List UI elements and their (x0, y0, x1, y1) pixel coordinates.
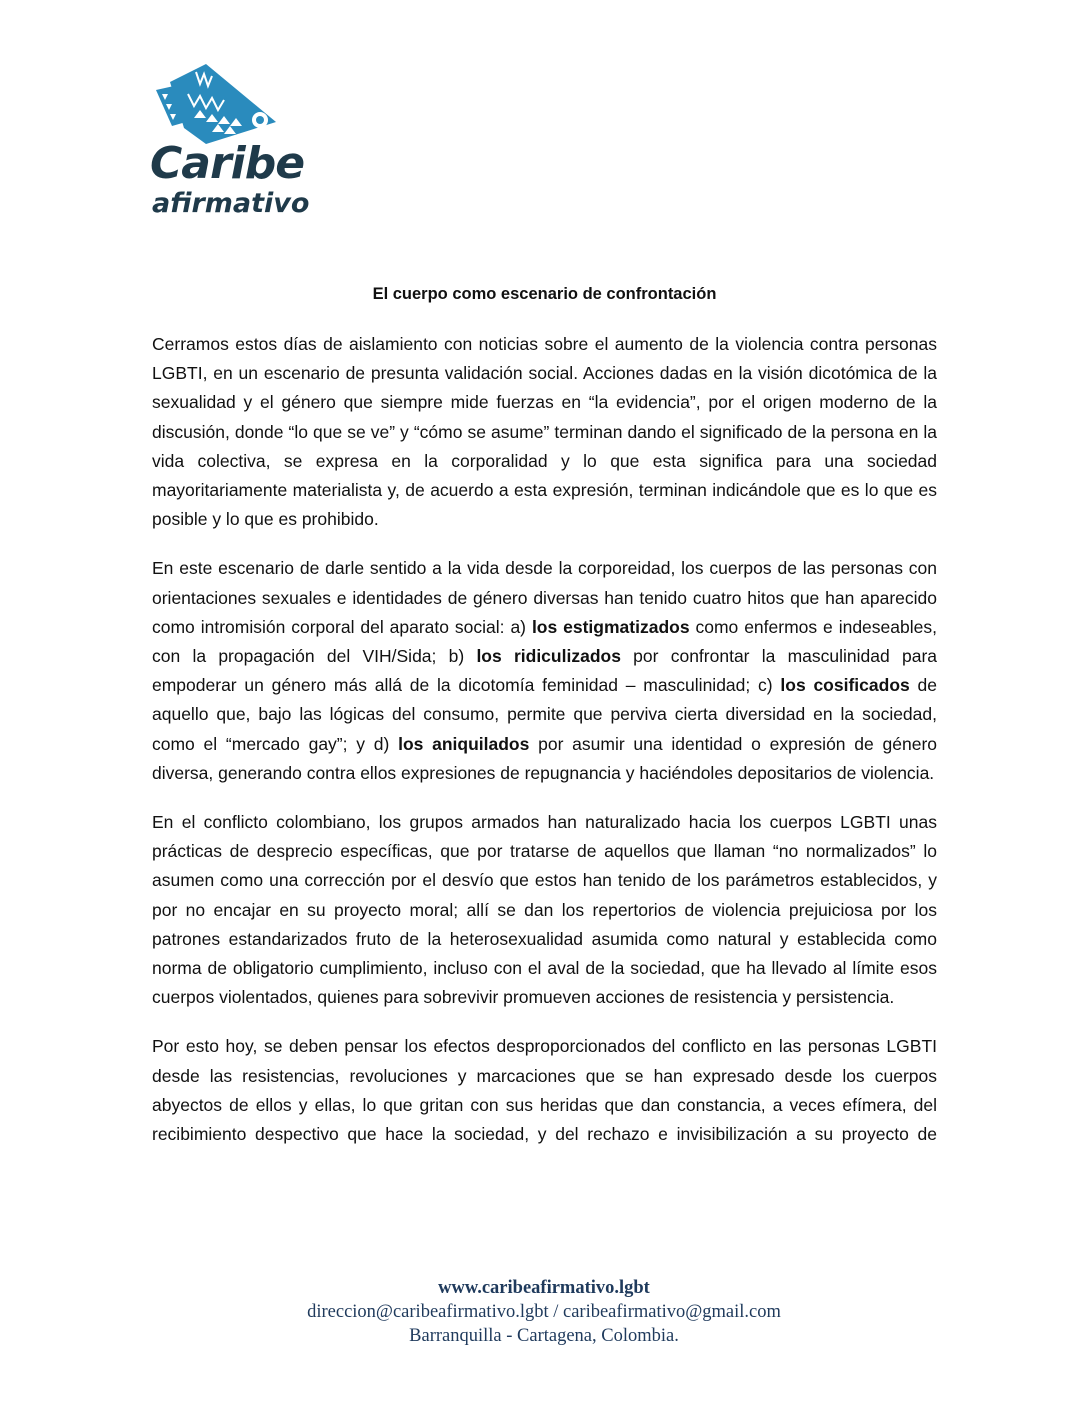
paragraph-1: Cerramos estos días de aislamiento con noticias sobre el aumento de la violencia contra personas LGBTI, en un escenario de presunta validación social. Acciones dadas en la visión dicotómica de la sexualidad y el género que siempre mide fuerzas en “la evidencia”, por el origen moderno de la discusión, donde “lo que se ve” y “cómo se asume” terminan dando el significado de la persona en la vida colectiva, se expresa en la corporalidad y lo que esta significa para una sociedad mayoritariamente materialista y, de acuerdo a esta expresión, terminan indicándole que es lo que es posible y lo que es prohibido. (152, 334, 937, 530)
paragraph-4: Por esto hoy, se deben pensar los efectos desproporcionados del conflicto en las personas LGBTI desde las resistencias, revoluciones y marcaciones que se han expresado desde los cuerpos abyectos de ellos y ellas, lo que gritan con sus heridas que dan constancia, a veces efímera, del recibimiento despectivo que hace la sociedad, y del rechazo e invisibilización a su proyecto de (152, 1036, 937, 1145)
footer-emails: direccion@caribeafirmativo.lgbt / caribeafirmativo@gmail.com (307, 1302, 781, 1322)
document-title: El cuerpo como escenario de confrontación (372, 285, 717, 303)
document-body (152, 282, 937, 1169)
bold-estigmatizados: los estigmatizados (531, 616, 690, 637)
paragraph-2-text-1: En este escenario de darle sentido a la vida desde la corporeidad, los cuerpos de las personas con orientaciones sexuales e identidades de género diversas han tenido cuatro hitos que han aparecido como intromisión corporal del aparato social: a) (152, 558, 937, 637)
logo-text-caribe: Caribe (150, 138, 305, 189)
footer-website-link[interactable]: www.caribeafirmativo.lgbt (438, 1278, 650, 1298)
paragraph-2-text-4: de aquello que, bajo las lógicas del consumo, permite que perviva cierta diversidad en la sociedad, como el “mercado gay”; y d) (152, 675, 937, 754)
footer-location: Barranquilla - Cartagena, Colombia. (409, 1326, 679, 1346)
fish-triangle-logo-icon (148, 60, 288, 150)
page-footer (0, 1276, 1088, 1348)
bold-aniquilados: los aniquilados (398, 733, 530, 754)
paragraph-2 (152, 554, 937, 788)
bold-ridiculizados: los ridiculizados (476, 646, 621, 667)
paragraph-3: En el conflicto colombiano, los grupos armados han naturalizado hacia los cuerpos LGBTI unas prácticas de desprecio específicas, que por tratarse de aquellos que llaman “no normalizados” lo asumen como una corrección por el desvío que estos han tenido de los parámetros establecidos, y por no encajar en su proyecto moral; allí se dan los repertorios de violencia prejuiciosa por los patrones estandarizados fruto de la heterosexualidad asumida como natural y establecida como norma de obligatorio cumplimiento, incluso con el aval de la sociedad, que ha llevado al límite esos cuerpos violentados, quienes para sobrevivir promueven acciones de resistencia y persistencia. (152, 812, 937, 1008)
logo-text-afirmativo: afirmativo (152, 188, 310, 219)
paragraph-2-text-3: por confrontar la masculinidad para empoderar un género más allá de la dicotomía feminidad – masculinidad; c) (152, 646, 937, 696)
paragraph-2-text-2: como enfermos e indeseables, con la propagación del VIH/Sida; b) (152, 616, 937, 667)
paragraph-2-text-5: por asumir una identidad o expresión de género diversa, generando contra ellos expresiones de repugnancia y haciéndoles depositarios de violencia. (152, 733, 937, 783)
bold-cosificados: los cosificados (780, 675, 910, 696)
